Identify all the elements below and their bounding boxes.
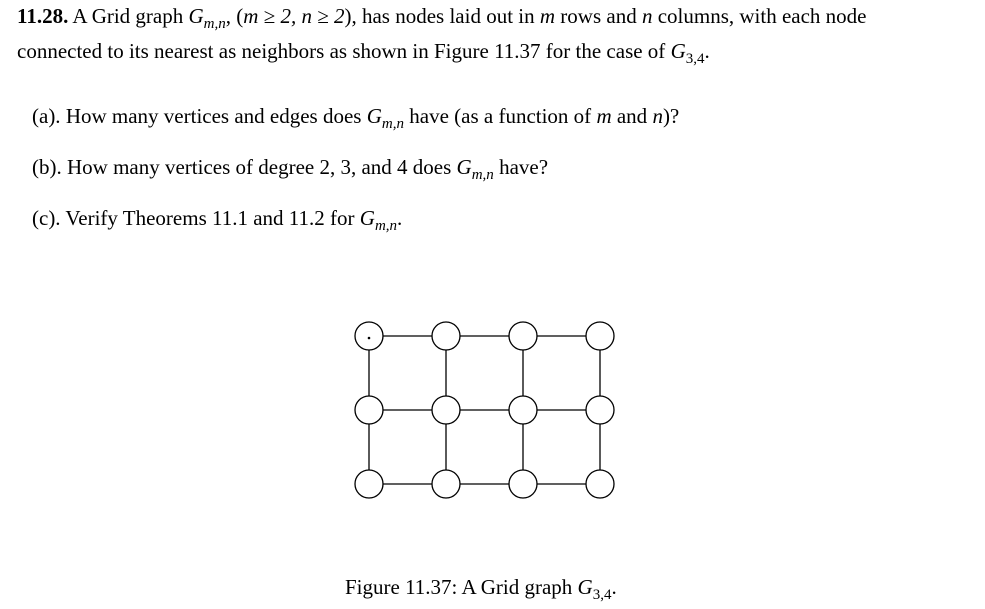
- problem-number: 11.28.: [17, 4, 69, 28]
- figure-caption: Figure 11.37: A Grid graph $G_{3,4}$.: [345, 575, 617, 603]
- condition-expression: m ≥ 2, n ≥ 2: [243, 4, 345, 28]
- node-0-2: [509, 322, 537, 350]
- node-1-0: [355, 396, 383, 424]
- node-2-3: [586, 470, 614, 498]
- question-b-label: (b).: [32, 155, 62, 179]
- node-2-0: [355, 470, 383, 498]
- question-c-label: (c).: [32, 206, 61, 230]
- node-marker-dot: [368, 337, 371, 340]
- node-2-2: [509, 470, 537, 498]
- grid-graph-figure: [340, 310, 640, 510]
- question-b: (b). How many vertices of degree 2, 3, and 4 does $G_{m,n}$ have?: [32, 155, 549, 183]
- problem-statement-line-2: connected to its nearest as neighbors as shown in Figure 11.37 for the case of $G_{3,4}$.: [17, 39, 710, 67]
- node-1-1: [432, 396, 460, 424]
- question-c: (c). Verify Theorems 11.1 and 11.2 for $G_{m,n}$.: [32, 206, 403, 234]
- node-2-1: [432, 470, 460, 498]
- node-0-3: [586, 322, 614, 350]
- node-0-1: [432, 322, 460, 350]
- node-0-0: [355, 322, 383, 350]
- question-a: (a). How many vertices and edges does $G_{m,n}$ have (as a function of m and n)?: [32, 104, 680, 132]
- question-a-label: (a).: [32, 104, 61, 128]
- node-1-2: [509, 396, 537, 424]
- problem-statement-line-1: 11.28. A Grid graph $G_{m,n}$, (m ≥ 2, n ≥ 2), has nodes laid out in m rows and n columns, with each node: [17, 4, 867, 32]
- node-1-3: [586, 396, 614, 424]
